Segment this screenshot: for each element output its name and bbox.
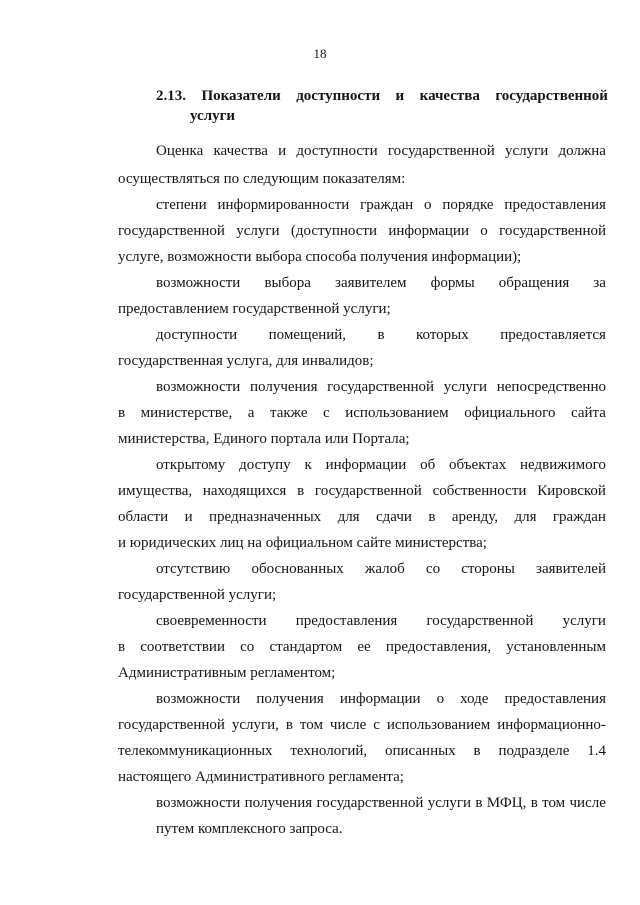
text-line [118,508,606,526]
word: ее [357,639,371,655]
word: информации [339,691,421,707]
word: услуги [504,143,549,159]
word: государственной [118,717,225,733]
word: собственности [432,483,527,499]
word: стандартом [269,639,343,655]
word: и [184,509,193,525]
word: в [118,405,126,421]
section-heading-line-1 [156,86,608,106]
word: граждан [552,509,606,525]
word: со [240,639,255,655]
text-line: настоящего Административного регламента; [118,769,404,785]
word: информированности [217,197,350,213]
text-line [118,404,606,422]
word: государственной [387,143,495,159]
heading-word: Показатели [201,88,281,104]
word: Оценка [156,143,204,159]
word: обоснованных [251,561,344,577]
word: и [278,143,287,159]
word: порядке [442,197,494,213]
heading-word: качества [419,88,480,104]
word: информации [388,223,469,239]
text-line [156,326,606,344]
word: том [299,717,323,733]
word: находящихся [202,483,287,499]
text-line [156,196,606,214]
text-line [156,794,606,812]
word: сдачи [376,509,412,525]
word: предоставления [295,613,398,629]
word: в [377,327,385,343]
text-line: государственной услуги; [118,587,277,603]
heading-word: доступности [296,88,381,104]
text-line: осуществляться по следующим показателям: [118,171,406,187]
word: официального [464,405,556,421]
word: предназначенных [209,509,322,525]
word: которых [416,327,469,343]
text-line: предоставлением государственной услуги; [118,301,391,317]
word: за [593,275,606,291]
word: формы [430,275,475,291]
word: МФЦ, [486,795,527,811]
word: граждан [360,197,414,213]
word: получения [244,795,313,811]
word: также [269,405,308,421]
word: с [373,717,380,733]
text-line: государственная услуга, для инвалидов; [118,353,374,369]
text-line [156,456,606,474]
word: непосредственно [496,379,606,395]
word: с [323,405,330,421]
word: услуги, [231,717,279,733]
word: информационно- [497,717,606,733]
text-line [156,560,606,578]
word: сайта [571,405,606,421]
text-line: Административным регламентом; [118,665,336,681]
word: ходе [460,691,489,707]
text-line [118,638,606,656]
text-line [156,690,606,708]
word: возможности [156,691,241,707]
word: своевременности [156,613,267,629]
word: государственной [118,223,225,239]
word: возможности [156,795,241,811]
word: соответствии [140,639,225,655]
word: услуги [562,613,606,629]
word: использованием [345,405,449,421]
word: доступности [296,143,378,159]
word: доступу [239,457,291,473]
section-heading [156,86,608,126]
word: предоставления [504,691,606,707]
word: числе [569,795,606,811]
word: заявителей [536,561,606,577]
word: обращения [498,275,570,291]
text-line [118,482,606,500]
word: отсутствию [156,561,231,577]
word: числе [329,717,367,733]
word: выбора [264,275,311,291]
word: о [424,197,432,213]
word: степени [156,197,207,213]
word: технологий, [290,743,368,759]
word: в [428,509,436,525]
text-line: министерства, Единого портала или Портала; [118,431,410,447]
word: 1.4 [587,743,606,759]
word: к [304,457,312,473]
word: о [436,691,445,707]
word: получения [256,691,324,707]
section-heading-line-2: услуги [190,108,236,124]
word: предоставляется [500,327,606,343]
text-line: путем комплексного запроса. [156,821,343,837]
word: услуги [427,795,472,811]
word: услуги [443,379,488,395]
text-line [156,142,606,160]
word: использованием [386,717,491,733]
word: возможности [156,379,241,395]
word: государственной [499,223,606,239]
text-line [118,716,606,734]
word: имущества, [118,483,193,499]
heading-word: 2.13. [156,88,186,104]
word: описанных [385,743,456,759]
heading-word: и [395,88,405,104]
word: в [297,483,305,499]
word: государственной [316,795,424,811]
word: установленным [506,639,606,655]
word: подразделе [498,743,570,759]
word: государственной [327,379,435,395]
word: получения [250,379,318,395]
word: в [475,795,483,811]
text-line [156,378,606,396]
word: со [425,561,441,577]
word: государственной [426,613,534,629]
word: в [473,743,481,759]
text-line: и юридических лиц на официальном сайте министерства; [118,535,487,551]
word: заявителем [335,275,407,291]
heading-word: государственной [495,88,608,104]
text-line [156,612,606,630]
word: области [118,509,169,525]
word: (доступности [290,223,378,239]
word: возможности [156,275,241,291]
text-line [118,222,606,240]
word: информации [325,457,407,473]
word: телекоммуникационных [118,743,273,759]
text-line: услуге, возможности выбора способа получения информации); [118,249,522,265]
word: объектах [449,457,507,473]
word: в [118,639,126,655]
word: министерстве, [140,405,233,421]
word: об [420,457,436,473]
word: стороны [461,561,515,577]
word: в [530,795,538,811]
word: государственной [314,483,422,499]
page-number: 18 [313,46,327,61]
word: а [247,405,255,421]
word: предоставления [504,197,606,213]
word: доступности [156,327,238,343]
word: услуги [236,223,280,239]
word: должна [558,143,606,159]
word: том [542,795,566,811]
word: Кировской [537,483,606,499]
word: качества [213,143,268,159]
word: для [337,509,360,525]
word: аренду, [451,509,499,525]
word: о [480,223,488,239]
text-line [156,274,606,292]
word: помещений, [268,327,347,343]
word: жалоб [364,561,405,577]
word: для [514,509,537,525]
word: предоставления, [385,639,492,655]
word: открытому [156,457,226,473]
text-line [118,742,606,760]
word: в [285,717,293,733]
word: недвижимого [520,457,606,473]
